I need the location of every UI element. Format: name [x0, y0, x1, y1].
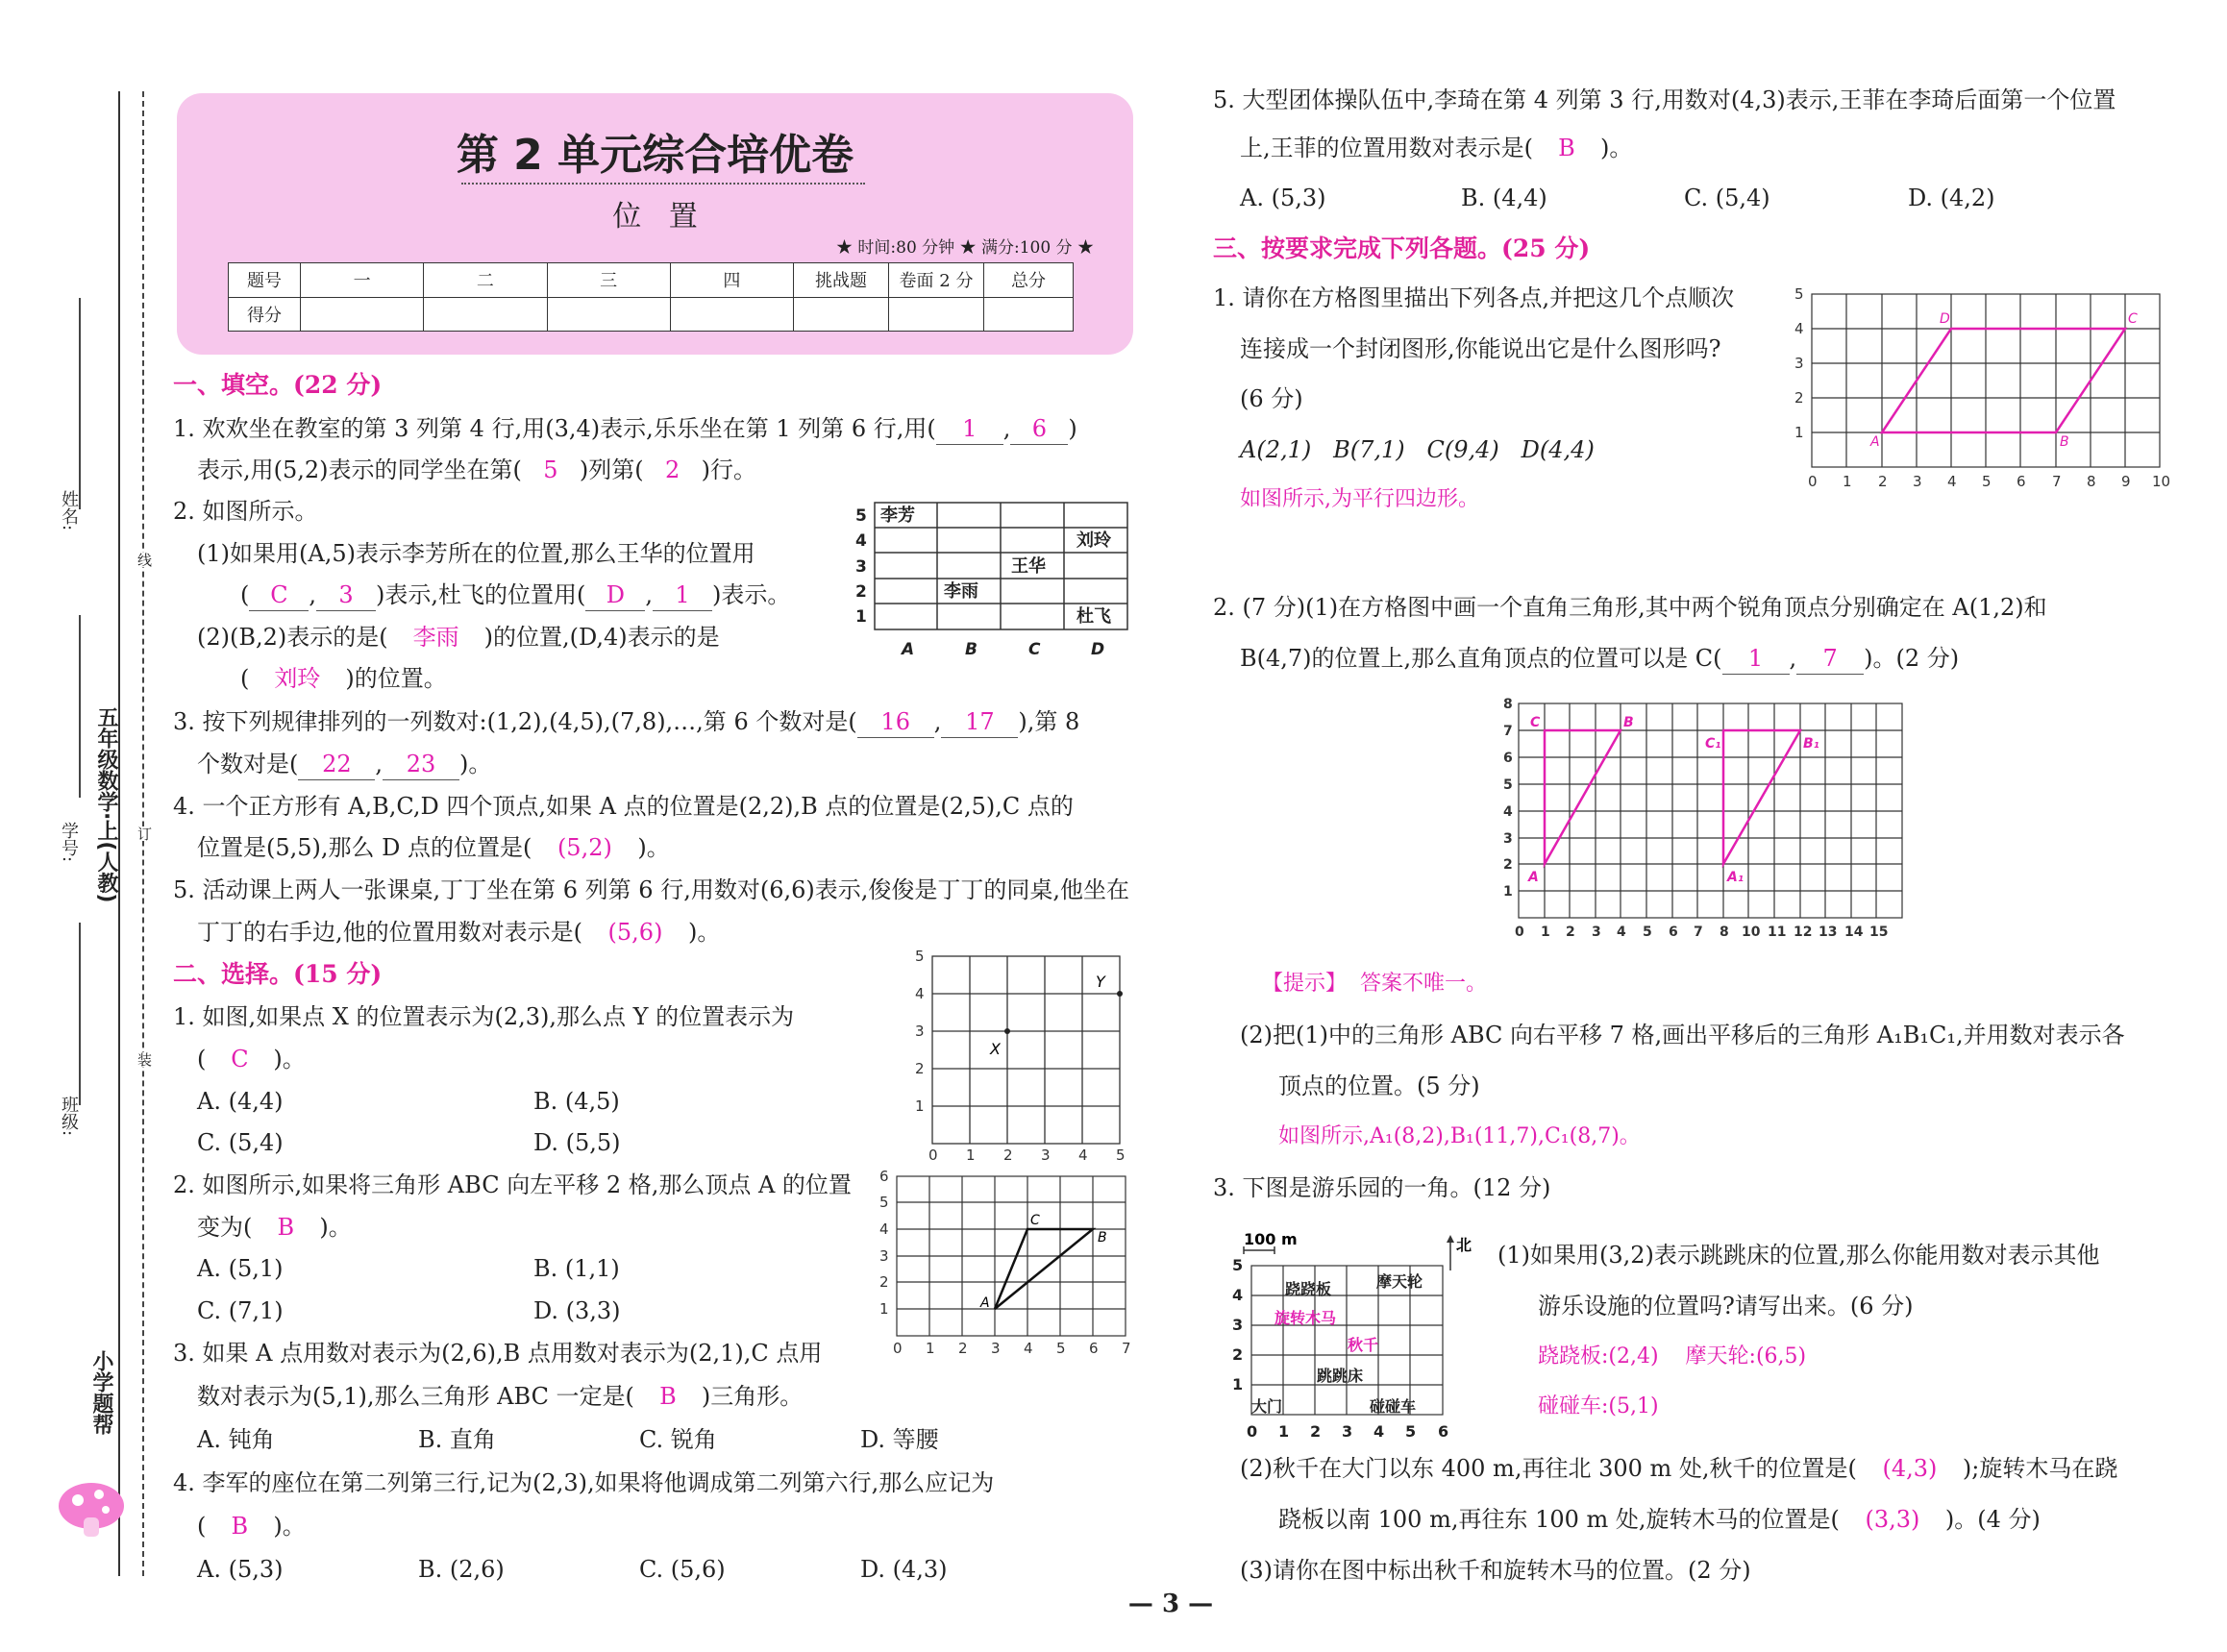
svg-text:A: A — [1870, 434, 1880, 450]
cut-mark-ding: 订 — [136, 826, 153, 841]
s2-q3-opt: D. 等腰 — [860, 1426, 939, 1453]
s3-q1-points: A(2,1) B(7,1) C(9,4) D(4,4) — [1240, 436, 1595, 463]
grid-xy — [903, 947, 1134, 1163]
row-label: 3 — [855, 557, 867, 577]
s2-q4-line2: ( B )。 — [197, 1513, 306, 1540]
s3-q2-p2b: 顶点的位置。(5 分) — [1278, 1073, 1480, 1099]
svg-text:X: X — [990, 1040, 1001, 1058]
s2-q5-line1: 5. 大型团体操队伍中,李琦在第 4 列第 3 行,用数对(4,3)表示,王菲在李琦后面第一个位置 — [1213, 86, 2116, 113]
s2-q1-opt: D. (5,5) — [533, 1129, 621, 1156]
score-cell[interactable] — [794, 297, 889, 332]
s2-q2-opt: C. (7,1) — [197, 1297, 284, 1324]
id-label: 学号: — [59, 822, 79, 863]
col-label: B — [965, 640, 977, 659]
s3-q3-p1a: (1)如果用(3,2)表示跳跳床的位置,那么你能用数对表示其他 — [1497, 1242, 2100, 1269]
park-map — [1232, 1227, 1482, 1443]
svg-text:4: 4 — [879, 1221, 889, 1238]
brand-label: 小学题帮 — [89, 1350, 113, 1435]
svg-text:2: 2 — [1794, 389, 1804, 407]
page-title: 第 2 单元综合培优卷 — [456, 131, 854, 180]
row-label: 2 — [855, 582, 867, 602]
seat-lifang: 李芳 — [880, 505, 915, 526]
s3-q1-line1: 1. 请你在方格图里描出下列各点,并把这几个点顺次 — [1213, 284, 1735, 311]
svg-text:5: 5 — [1982, 473, 1992, 490]
svg-text:2: 2 — [1878, 473, 1888, 490]
svg-text:8: 8 — [1720, 925, 1729, 940]
class-underline — [79, 923, 81, 1105]
svg-text:5: 5 — [915, 948, 925, 965]
s2-q3-opt: A. 钝角 — [197, 1426, 275, 1453]
s2-q1-opt: A. (4,4) — [197, 1088, 284, 1115]
s2-q1-opt: B. (4,5) — [533, 1088, 620, 1115]
s1-q2-p1a: (1)如果用(A,5)表示李芳所在的位置,那么王华的位置用 — [197, 540, 755, 567]
score-cell[interactable] — [889, 297, 984, 332]
svg-text:2: 2 — [1503, 857, 1513, 873]
svg-text:3: 3 — [1232, 1316, 1244, 1334]
s3-q3-ans2: 碰碰车:(5,1) — [1538, 1394, 1659, 1418]
score-head: 三 — [547, 263, 670, 298]
svg-text:3: 3 — [1592, 925, 1601, 940]
s2-q4-opt: D. (4,3) — [860, 1556, 948, 1583]
seat-liuling: 刘玲 — [1076, 530, 1111, 551]
score-row-label: 得分 — [229, 297, 301, 332]
grid-right-triangle — [1490, 694, 1913, 946]
svg-text:2: 2 — [1232, 1345, 1244, 1364]
svg-text:4: 4 — [1947, 473, 1957, 490]
score-cell[interactable] — [424, 297, 547, 332]
s3-q2-p2ans: 如图所示,A₁(8,2),B₁(11,7),C₁(8,7)。 — [1278, 1124, 1641, 1148]
svg-text:4: 4 — [1078, 1147, 1088, 1163]
page-subtitle: 位 置 — [612, 200, 698, 234]
s3-q3-title: 3. 下图是游乐园的一角。(12 分) — [1213, 1174, 1551, 1201]
svg-text:6: 6 — [1438, 1422, 1449, 1441]
svg-text:3: 3 — [1041, 1147, 1051, 1163]
svg-text:3: 3 — [879, 1247, 889, 1265]
svg-text:4: 4 — [1024, 1340, 1033, 1355]
s1-q2-intro: 2. 如图所示。 — [173, 498, 318, 525]
map-motianlun: 摩天轮 — [1376, 1272, 1423, 1291]
grid-triangle — [875, 1163, 1134, 1355]
svg-text:6: 6 — [1669, 925, 1678, 940]
svg-text:8: 8 — [2087, 473, 2096, 490]
s2-q3-opt: C. 锐角 — [639, 1426, 717, 1453]
svg-text:A: A — [1528, 870, 1539, 885]
section3-title: 三、按要求完成下列各题。(25 分) — [1213, 234, 1591, 262]
score-head: 卷面 2 分 — [889, 263, 984, 298]
s3-q2-line1: 2. (7 分)(1)在方格图中画一个直角三角形,其中两个锐角顶点分别确定在 A(1,2)和 — [1213, 594, 2047, 621]
svg-text:5: 5 — [1232, 1256, 1244, 1274]
svg-text:1: 1 — [1278, 1422, 1290, 1441]
id-underline — [79, 615, 81, 798]
s1-q5-line1: 5. 活动课上两人一张课桌,丁丁坐在第 6 列第 6 行,用数对(6,6)表示,俊俊是丁丁的同桌,他坐在 — [173, 876, 1129, 903]
row-label: 5 — [855, 506, 867, 526]
s1-q2-p1b: ( C , 3 )表示,杜飞的位置用( D , 1 )表示。 — [240, 579, 790, 611]
s1-q2-p2c: ( 刘玲 )的位置。 — [240, 665, 447, 692]
svg-text:6: 6 — [2017, 473, 2026, 490]
s3-q3-p2-line2: 跷板以南 100 m,再往东 100 m 处,旋转木马的位置是( (3,3) )。(4 分) — [1278, 1506, 2041, 1533]
map-xuanzhuan: 旋转木马 — [1274, 1309, 1337, 1327]
svg-text:3: 3 — [915, 1023, 925, 1040]
name-label: 姓名: — [59, 490, 79, 531]
s3-q3-p1b: 游乐设施的位置吗?请写出来。(6 分) — [1538, 1293, 1914, 1319]
svg-text:9: 9 — [2121, 473, 2131, 490]
score-cell[interactable] — [301, 297, 424, 332]
svg-text:5: 5 — [1116, 1147, 1126, 1163]
svg-text:3: 3 — [1794, 355, 1804, 372]
svg-text:7: 7 — [1122, 1340, 1131, 1355]
s1-q1-line1: 1. 欢欢坐在教室的第 3 列第 4 行,用(3,4)表示,乐乐坐在第 1 列第 6 行,用( 1 , 6 ) — [173, 413, 1077, 445]
s3-q1-answer: 如图所示,为平行四边形。 — [1240, 487, 1479, 511]
map-pengpengche: 碰碰车 — [1370, 1397, 1417, 1416]
score-cell[interactable] — [984, 297, 1074, 332]
svg-text:4: 4 — [1794, 320, 1804, 337]
s3-q3-ans1: 跷跷板:(2,4) 摩天轮:(6,5) — [1538, 1344, 1807, 1368]
s3-q3-p2-line1: (2)秋千在大门以东 400 m,再往北 300 m 处,秋千的位置是( (4,3) );旋转木马在跷 — [1240, 1455, 2118, 1482]
s2-q5-line2: 上,王菲的位置用数对表示是( B )。 — [1240, 135, 1633, 161]
svg-text:5: 5 — [1405, 1422, 1417, 1441]
svg-text:4: 4 — [1617, 925, 1626, 940]
svg-text:2: 2 — [958, 1340, 968, 1355]
score-head: 四 — [670, 263, 793, 298]
svg-text:4: 4 — [1503, 804, 1513, 820]
svg-text:6: 6 — [1503, 751, 1513, 766]
svg-text:B₁: B₁ — [1803, 736, 1819, 752]
score-head: 总分 — [984, 263, 1074, 298]
book-title: 五年级数学·上(人教) — [94, 706, 118, 903]
svg-text:C₁: C₁ — [1705, 736, 1721, 752]
class-label: 班级: — [59, 1096, 79, 1137]
svg-text:6: 6 — [879, 1168, 889, 1185]
s2-q4-line1: 4. 李军的座位在第二列第三行,记为(2,3),如果将他调成第二列第六行,那么应记为 — [173, 1469, 995, 1496]
svg-text:11: 11 — [1768, 925, 1787, 940]
title-divider — [461, 183, 865, 185]
col-label: D — [1091, 640, 1105, 659]
svg-text:0: 0 — [1808, 473, 1818, 490]
s2-q2-opt: D. (3,3) — [533, 1297, 621, 1324]
s2-q2-opt: B. (1,1) — [533, 1255, 620, 1282]
svg-text:7: 7 — [1694, 925, 1703, 940]
svg-text:4: 4 — [915, 985, 925, 1002]
grid-parallelogram — [1788, 286, 2172, 498]
svg-text:10: 10 — [1742, 925, 1761, 940]
score-head: 挑战题 — [794, 263, 889, 298]
s2-q5-opt: B. (4,4) — [1461, 185, 1547, 211]
map-north: 北 — [1456, 1236, 1472, 1254]
s3-q3-p3: (3)请你在图中标出秋千和旋转木马的位置。(2 分) — [1240, 1557, 1751, 1584]
svg-text:3: 3 — [1342, 1422, 1353, 1441]
s2-q2-line2: 变为( B )。 — [197, 1214, 352, 1241]
s2-q1-line2: ( C )。 — [197, 1046, 306, 1073]
svg-text:A: A — [980, 1295, 990, 1311]
svg-text:15: 15 — [1869, 925, 1889, 940]
svg-text:1: 1 — [1503, 884, 1513, 900]
svg-text:1: 1 — [1541, 925, 1550, 940]
s1-q4-line2: 位置是(5,5),那么 D 点的位置是( (5,2) )。 — [197, 834, 670, 861]
svg-text:3: 3 — [1503, 831, 1513, 847]
s2-q3-line2: 数对表示为(5,1),那么三角形 ABC 一定是( B )三角形。 — [197, 1383, 804, 1410]
s1-q5-line2: 丁丁的右手边,他的位置用数对表示是( (5,6) )。 — [197, 919, 721, 946]
s3-q2-p2a: (2)把(1)中的三角形 ABC 向右平移 7 格,画出平移后的三角形 A₁B₁C₁,并用数对表示各 — [1240, 1022, 2125, 1048]
svg-text:1: 1 — [915, 1097, 925, 1115]
svg-text:A₁: A₁ — [1727, 870, 1744, 885]
svg-text:13: 13 — [1819, 925, 1838, 940]
s1-q3-line2: 个数对是( 22 , 23 )。 — [197, 749, 491, 780]
svg-text:3: 3 — [991, 1340, 1001, 1355]
svg-text:D: D — [1940, 311, 1950, 327]
svg-text:2: 2 — [1310, 1422, 1322, 1441]
map-damen: 大门 — [1251, 1397, 1283, 1416]
score-head: 一 — [301, 263, 424, 298]
map-qiuqian: 秋千 — [1348, 1336, 1379, 1354]
svg-text:C: C — [1030, 1213, 1040, 1228]
svg-text:3: 3 — [1913, 473, 1922, 490]
svg-text:1: 1 — [1794, 424, 1804, 441]
cut-mark-zhuang: 装 — [136, 1052, 153, 1067]
map-qiaoqiaoban: 跷跷板 — [1285, 1280, 1332, 1298]
cut-mark-line: 线 — [136, 553, 153, 567]
s2-q5-opt: C. (5,4) — [1684, 185, 1770, 211]
score-cell[interactable] — [670, 297, 793, 332]
svg-text:B: B — [1623, 715, 1634, 730]
score-cell[interactable] — [547, 297, 670, 332]
section1-title: 一、填空。(22 分) — [173, 371, 383, 399]
mushroom-logo — [53, 1475, 130, 1542]
section2-title: 二、选择。(15 分) — [173, 960, 383, 988]
col-label: A — [902, 640, 915, 659]
page-number: — 3 — — [1127, 1590, 1214, 1618]
s3-q2-line2: B(4,7)的位置上,那么直角顶点的位置可以是 C( 1 , 7 )。(2 分) — [1240, 643, 1959, 675]
score-table — [228, 262, 1074, 332]
svg-text:14: 14 — [1844, 925, 1864, 940]
svg-text:1: 1 — [926, 1340, 935, 1355]
svg-text:5: 5 — [1794, 286, 1804, 303]
svg-text:1: 1 — [1843, 473, 1852, 490]
s1-q1-line2: 表示,用(5,2)表示的同学坐在第( 5 )列第( 2 )行。 — [197, 456, 756, 483]
svg-text:0: 0 — [1247, 1422, 1258, 1441]
svg-text:2: 2 — [1566, 925, 1575, 940]
score-head: 题号 — [229, 263, 301, 298]
s2-q5-opt: D. (4,2) — [1908, 185, 1995, 211]
s1-q4-line1: 4. 一个正方形有 A,B,C,D 四个顶点,如果 A 点的位置是(2,2),B 点的位置是(2,5),C 点的 — [173, 793, 1074, 820]
svg-text:4: 4 — [1373, 1422, 1385, 1441]
exam-meta: ★ 时间:80 分钟 ★ 满分:100 分 ★ — [836, 238, 1094, 258]
s2-q2-line1: 2. 如图所示,如果将三角形 ABC 向左平移 2 格,那么顶点 A 的位置 — [173, 1171, 852, 1198]
svg-text:0: 0 — [1515, 925, 1524, 940]
seat-liyu: 李雨 — [944, 581, 978, 602]
s3-q2-hint: 【提示】 答案不唯一。 — [1262, 972, 1488, 996]
svg-text:12: 12 — [1794, 925, 1813, 940]
svg-text:7: 7 — [2052, 473, 2062, 490]
score-head: 二 — [424, 263, 547, 298]
svg-text:7: 7 — [1503, 724, 1513, 739]
svg-text:C: C — [1530, 715, 1541, 730]
svg-text:0: 0 — [893, 1340, 903, 1355]
svg-text:6: 6 — [1089, 1340, 1099, 1355]
col-label: C — [1028, 640, 1041, 659]
svg-text:Y: Y — [1096, 973, 1105, 991]
seat-dufei: 杜飞 — [1076, 606, 1111, 627]
row-label: 1 — [855, 607, 867, 627]
s3-q1-line3: (6 分) — [1240, 385, 1303, 412]
svg-text:2: 2 — [1003, 1147, 1013, 1163]
row-label: 4 — [855, 531, 867, 551]
name-underline — [79, 298, 81, 509]
s1-q3-line1: 3. 按下列规律排列的一列数对:(1,2),(4,5),(7,8),…,第 6 个数对是( 16 , 17 ),第 8 — [173, 706, 1079, 738]
s3-q1-line2: 连接成一个封闭图形,你能说出它是什么图形吗? — [1240, 335, 1721, 362]
svg-text:2: 2 — [879, 1273, 889, 1291]
svg-text:0: 0 — [928, 1147, 938, 1163]
svg-text:5: 5 — [1643, 925, 1652, 940]
s2-q1-line1: 1. 如图,如果点 X 的位置表示为(2,3),那么点 Y 的位置表示为 — [173, 1003, 795, 1030]
svg-text:B: B — [2060, 434, 2069, 450]
s2-q1-opt: C. (5,4) — [197, 1129, 284, 1156]
svg-text:1: 1 — [1232, 1375, 1244, 1393]
seat-grid — [846, 498, 1134, 661]
s1-q2-p2a: (2)(B,2)表示的是( 李雨 )的位置,(D,4)表示的是 — [197, 624, 720, 651]
svg-text:5: 5 — [1503, 777, 1513, 793]
svg-text:8: 8 — [1503, 697, 1513, 712]
svg-text:1: 1 — [879, 1300, 889, 1318]
seat-wanghua: 王华 — [1011, 556, 1046, 577]
s2-q3-opt: B. 直角 — [418, 1426, 496, 1453]
s2-q4-opt: B. (2,6) — [418, 1556, 505, 1583]
map-scale: 100 m — [1244, 1230, 1298, 1248]
s2-q2-opt: A. (5,1) — [197, 1255, 284, 1282]
s2-q4-opt: C. (5,6) — [639, 1556, 726, 1583]
svg-text:B: B — [1098, 1230, 1107, 1245]
svg-text:2: 2 — [915, 1060, 925, 1077]
svg-text:4: 4 — [1232, 1286, 1244, 1304]
s2-q5-opt: A. (5,3) — [1240, 185, 1326, 211]
s2-q3-line1: 3. 如果 A 点用数对表示为(2,6),B 点用数对表示为(2,1),C 点用 — [173, 1340, 823, 1367]
map-tiaotiaochuang: 跳跳床 — [1317, 1367, 1364, 1385]
svg-text:10: 10 — [2152, 473, 2171, 490]
svg-text:1: 1 — [966, 1147, 976, 1163]
svg-text:5: 5 — [1056, 1340, 1066, 1355]
s2-q4-opt: A. (5,3) — [197, 1556, 284, 1583]
svg-text:C: C — [2128, 311, 2138, 327]
svg-text:5: 5 — [879, 1194, 889, 1211]
